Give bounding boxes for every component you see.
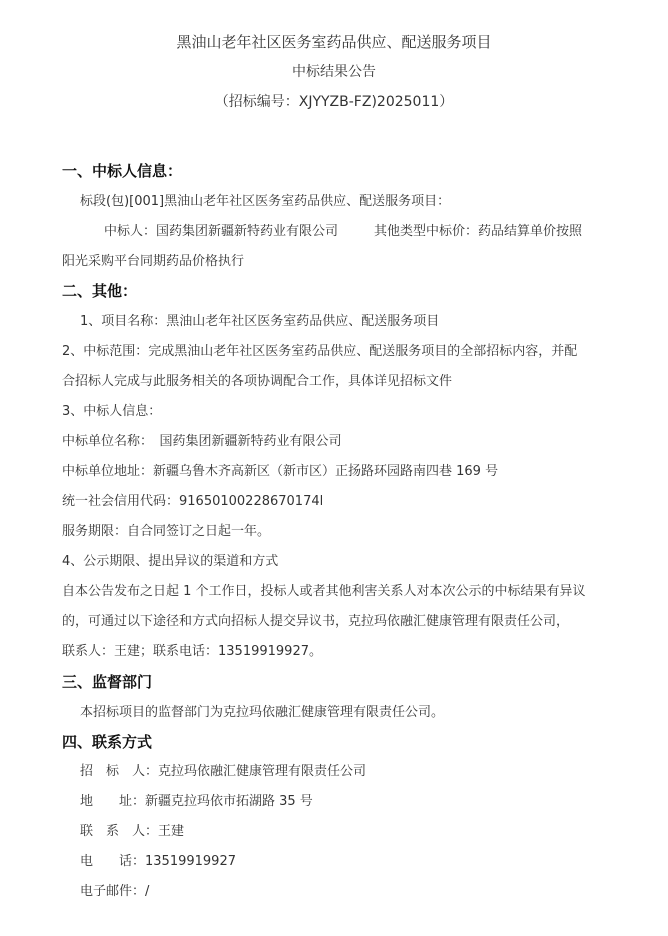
contact-person: 联 系 人：王建 bbox=[80, 824, 185, 839]
contact-phone: 电 话：13519919927 bbox=[80, 854, 236, 869]
service-period: 服务期限：自合同签订之日起一年。 bbox=[62, 524, 271, 539]
section2-heading: 二、其他： bbox=[62, 282, 138, 300]
section1-heading: 一、中标人信息： bbox=[62, 162, 183, 180]
credit-code: 统一社会信用代码：91650100228670174l bbox=[62, 494, 324, 509]
winner-line bbox=[104, 224, 582, 240]
winner-info-item: 3、中标人信息： bbox=[62, 404, 162, 419]
supervision-text: 本招标项目的监督部门为克拉玛依融汇健康管理有限责任公司。 bbox=[80, 705, 445, 720]
section3-heading: 三、监督部门 bbox=[62, 673, 153, 691]
objection-text-line1: 自本公告发布之日起 1 个工作日，投标人或者其他利害关系人对本次公示的中标结果有异议 bbox=[62, 584, 586, 599]
objection-text-line2: 的，可通过以下途径和方式向招标人提交异议书，克拉玛依融汇健康管理有限责任公司， bbox=[62, 614, 570, 629]
contact-email: 电子邮件：/ bbox=[80, 884, 150, 899]
section4-heading: 四、联系方式 bbox=[62, 733, 153, 751]
tender-number: （招标编号：XJYYZB-FZ)2025011） bbox=[214, 94, 454, 110]
winner-price: 其他类型中标价：药品结算单价按照 bbox=[374, 224, 583, 239]
document-title: 黑油山老年社区医务室药品供应、配送服务项目 bbox=[176, 33, 492, 51]
objection-text-line3: 联系人：王建；联系电话：13519919927。 bbox=[62, 644, 322, 659]
project-name-item: 1、项目名称：黑油山老年社区医务室药品供应、配送服务项目 bbox=[80, 314, 440, 329]
contact-address: 地 址：新疆克拉玛依市拓湖路 35 号 bbox=[80, 794, 313, 809]
winner-unit-name: 中标单位名称： 国药集团新疆新特药业有限公司 bbox=[62, 434, 342, 449]
contact-tenderer: 招 标 人：克拉玛依融汇健康管理有限责任公司 bbox=[80, 764, 367, 779]
winner-price-continued: 阳光采购平台同期药品价格执行 bbox=[62, 254, 245, 269]
winner-unit-address: 中标单位地址：新疆乌鲁木齐高新区（新市区）正扬路环园路南四巷 169 号 bbox=[62, 464, 499, 479]
scope-item-line1: 2、中标范围：完成黑油山老年社区医务室药品供应、配送服务项目的全部招标内容，并配 bbox=[62, 344, 578, 359]
scope-item-line2: 合招标人完成与此服务相关的各项协调配合工作，具体详见招标文件 bbox=[62, 374, 453, 389]
document-subtitle: 中标结果公告 bbox=[292, 64, 376, 80]
objection-item: 4、公示期限、提出异议的渠道和方式 bbox=[62, 554, 279, 569]
lot-line: 标段(包)[001]黑油山老年社区医务室药品供应、配送服务项目： bbox=[80, 194, 451, 209]
winner-name: 中标人：国药集团新疆新特药业有限公司 bbox=[104, 224, 339, 239]
